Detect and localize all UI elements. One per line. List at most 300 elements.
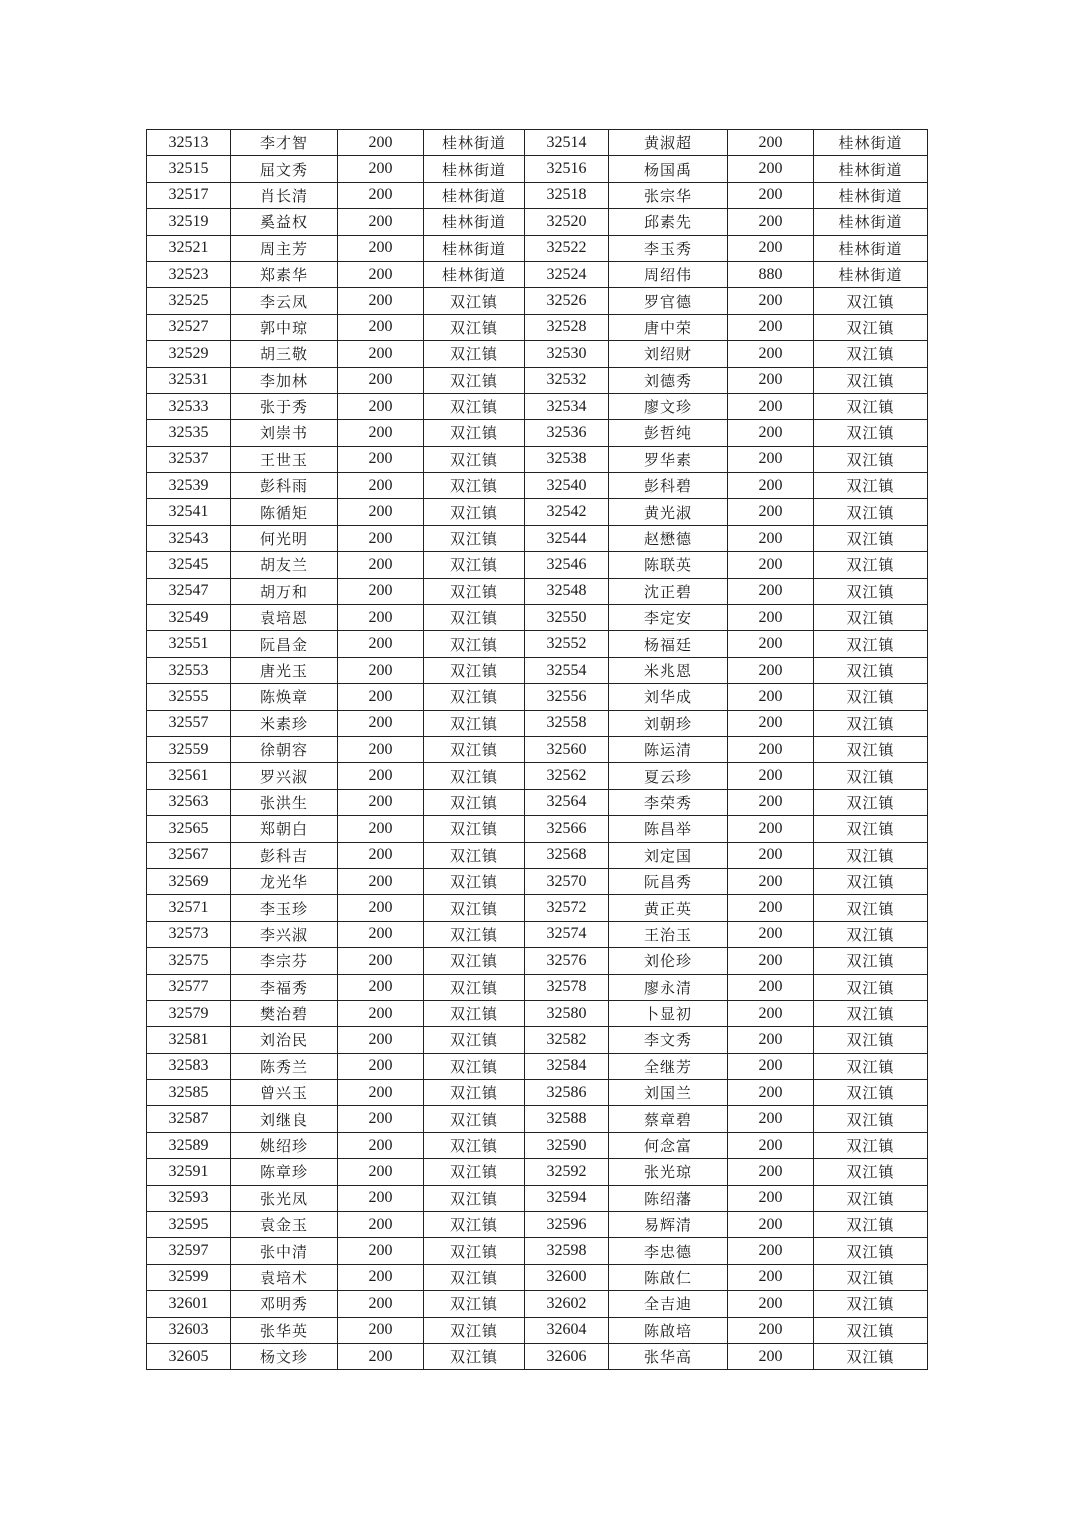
table-row (147, 182, 928, 208)
id-cell: 32577 (147, 974, 231, 1000)
id-cell: 32525 (147, 288, 231, 314)
id-cell: 32544 (525, 525, 609, 551)
amount-cell: 200 (338, 367, 424, 393)
name-cell: 刘华成 (609, 684, 728, 710)
amount-cell: 200 (338, 288, 424, 314)
amount-cell: 200 (338, 314, 424, 340)
name-cell: 袁培术 (231, 1264, 338, 1290)
table-row (147, 499, 928, 525)
name-cell: 胡万和 (231, 578, 338, 604)
name-cell: 曾兴玉 (231, 1080, 338, 1106)
name-cell: 姚绍珍 (231, 1132, 338, 1158)
id-cell: 32538 (525, 446, 609, 472)
town-cell: 双江镇 (814, 789, 928, 815)
amount-cell: 200 (728, 1159, 814, 1185)
name-cell: 郑朝白 (231, 816, 338, 842)
name-cell: 黄淑超 (609, 130, 728, 156)
amount-cell: 200 (728, 948, 814, 974)
amount-cell: 200 (338, 1000, 424, 1026)
name-cell: 王治玉 (609, 921, 728, 947)
name-cell: 李才智 (231, 130, 338, 156)
amount-cell: 200 (728, 1106, 814, 1132)
id-cell: 32530 (525, 341, 609, 367)
amount-cell: 200 (728, 974, 814, 1000)
id-cell: 32548 (525, 578, 609, 604)
id-cell: 32605 (147, 1343, 231, 1369)
town-cell: 双江镇 (814, 974, 928, 1000)
town-cell: 双江镇 (424, 420, 525, 446)
id-cell: 32568 (525, 842, 609, 868)
id-cell: 32561 (147, 763, 231, 789)
table-row (147, 1212, 928, 1238)
town-cell: 双江镇 (814, 605, 928, 631)
id-cell: 32524 (525, 261, 609, 287)
town-cell: 桂林街道 (424, 235, 525, 261)
table-row (147, 1264, 928, 1290)
id-cell: 32519 (147, 209, 231, 235)
town-cell: 双江镇 (424, 578, 525, 604)
name-cell: 罗官德 (609, 288, 728, 314)
amount-cell: 200 (338, 921, 424, 947)
amount-cell: 200 (338, 1291, 424, 1317)
amount-cell: 200 (338, 1185, 424, 1211)
name-cell: 全吉迪 (609, 1291, 728, 1317)
id-cell: 32589 (147, 1132, 231, 1158)
table-row (147, 684, 928, 710)
name-cell: 刘治民 (231, 1027, 338, 1053)
town-cell: 双江镇 (424, 842, 525, 868)
id-cell: 32570 (525, 868, 609, 894)
name-cell: 沈正碧 (609, 578, 728, 604)
town-cell: 双江镇 (814, 1185, 928, 1211)
table-row (147, 710, 928, 736)
table-row (147, 763, 928, 789)
amount-cell: 200 (338, 1106, 424, 1132)
amount-cell: 200 (338, 1343, 424, 1369)
table-row (147, 525, 928, 551)
town-cell: 双江镇 (424, 1027, 525, 1053)
name-cell: 何念富 (609, 1132, 728, 1158)
amount-cell: 200 (728, 816, 814, 842)
amount-cell: 200 (728, 288, 814, 314)
name-cell: 陈啟仁 (609, 1264, 728, 1290)
id-cell: 32528 (525, 314, 609, 340)
town-cell: 双江镇 (424, 868, 525, 894)
amount-cell: 200 (728, 1185, 814, 1211)
town-cell: 双江镇 (424, 1343, 525, 1369)
town-cell: 双江镇 (814, 842, 928, 868)
town-cell: 双江镇 (814, 631, 928, 657)
amount-cell: 200 (338, 895, 424, 921)
table-row (147, 1185, 928, 1211)
amount-cell: 200 (728, 736, 814, 762)
table-row (147, 261, 928, 287)
town-cell: 双江镇 (424, 314, 525, 340)
amount-cell: 200 (338, 525, 424, 551)
amount-cell: 200 (338, 1053, 424, 1079)
name-cell: 黄正英 (609, 895, 728, 921)
id-cell: 32559 (147, 736, 231, 762)
id-cell: 32591 (147, 1159, 231, 1185)
amount-cell: 200 (728, 1027, 814, 1053)
amount-cell: 200 (338, 631, 424, 657)
amount-cell: 200 (338, 1080, 424, 1106)
table-row (147, 1159, 928, 1185)
payment-list-table (146, 129, 928, 1370)
id-cell: 32552 (525, 631, 609, 657)
town-cell: 桂林街道 (424, 182, 525, 208)
amount-cell: 200 (338, 736, 424, 762)
town-cell: 双江镇 (424, 921, 525, 947)
amount-cell: 200 (338, 710, 424, 736)
name-cell: 李玉秀 (609, 235, 728, 261)
id-cell: 32518 (525, 182, 609, 208)
town-cell: 桂林街道 (424, 130, 525, 156)
table-row (147, 552, 928, 578)
name-cell: 李兴淑 (231, 921, 338, 947)
id-cell: 32550 (525, 605, 609, 631)
id-cell: 32582 (525, 1027, 609, 1053)
town-cell: 双江镇 (424, 1106, 525, 1132)
amount-cell: 200 (728, 314, 814, 340)
table-row (147, 1238, 928, 1264)
town-cell: 双江镇 (424, 499, 525, 525)
name-cell: 陈联英 (609, 552, 728, 578)
town-cell: 双江镇 (814, 816, 928, 842)
name-cell: 奚益权 (231, 209, 338, 235)
id-cell: 32600 (525, 1264, 609, 1290)
amount-cell: 200 (338, 948, 424, 974)
name-cell: 李加林 (231, 367, 338, 393)
town-cell: 双江镇 (814, 473, 928, 499)
town-cell: 双江镇 (814, 393, 928, 419)
name-cell: 唐光玉 (231, 657, 338, 683)
amount-cell: 200 (338, 763, 424, 789)
town-cell: 双江镇 (814, 1106, 928, 1132)
id-cell: 32580 (525, 1000, 609, 1026)
table-row (147, 473, 928, 499)
amount-cell: 200 (338, 1027, 424, 1053)
table-row (147, 235, 928, 261)
name-cell: 张洪生 (231, 789, 338, 815)
amount-cell: 200 (728, 1000, 814, 1026)
town-cell: 双江镇 (424, 710, 525, 736)
town-cell: 双江镇 (424, 631, 525, 657)
name-cell: 刘绍财 (609, 341, 728, 367)
table-row (147, 341, 928, 367)
id-cell: 32521 (147, 235, 231, 261)
town-cell: 桂林街道 (814, 156, 928, 182)
name-cell: 周主芳 (231, 235, 338, 261)
id-cell: 32531 (147, 367, 231, 393)
id-cell: 32557 (147, 710, 231, 736)
name-cell: 米素珍 (231, 710, 338, 736)
table-row (147, 578, 928, 604)
amount-cell: 200 (728, 552, 814, 578)
amount-cell: 200 (728, 1317, 814, 1343)
town-cell: 双江镇 (814, 314, 928, 340)
town-cell: 双江镇 (424, 393, 525, 419)
id-cell: 32549 (147, 605, 231, 631)
amount-cell: 200 (728, 684, 814, 710)
town-cell: 双江镇 (814, 868, 928, 894)
table-row (147, 1080, 928, 1106)
name-cell: 李定安 (609, 605, 728, 631)
amount-cell: 200 (338, 1159, 424, 1185)
id-cell: 32604 (525, 1317, 609, 1343)
amount-cell: 200 (338, 235, 424, 261)
town-cell: 双江镇 (424, 974, 525, 1000)
town-cell: 桂林街道 (814, 235, 928, 261)
name-cell: 胡三敬 (231, 341, 338, 367)
id-cell: 32520 (525, 209, 609, 235)
id-cell: 32547 (147, 578, 231, 604)
id-cell: 32554 (525, 657, 609, 683)
table-row (147, 842, 928, 868)
table-row (147, 631, 928, 657)
amount-cell: 200 (728, 710, 814, 736)
name-cell: 廖文珍 (609, 393, 728, 419)
table-row (147, 816, 928, 842)
table-row (147, 657, 928, 683)
id-cell: 32534 (525, 393, 609, 419)
amount-cell: 200 (338, 209, 424, 235)
name-cell: 刘定国 (609, 842, 728, 868)
amount-cell: 200 (728, 367, 814, 393)
name-cell: 郑素华 (231, 261, 338, 287)
id-cell: 32606 (525, 1343, 609, 1369)
amount-cell: 200 (338, 578, 424, 604)
name-cell: 彭科碧 (609, 473, 728, 499)
amount-cell: 200 (338, 499, 424, 525)
town-cell: 桂林街道 (814, 182, 928, 208)
name-cell: 张宗华 (609, 182, 728, 208)
id-cell: 32513 (147, 130, 231, 156)
name-cell: 彭科雨 (231, 473, 338, 499)
amount-cell: 200 (728, 420, 814, 446)
name-cell: 陈绍藩 (609, 1185, 728, 1211)
town-cell: 双江镇 (814, 1291, 928, 1317)
amount-cell: 200 (728, 842, 814, 868)
id-cell: 32571 (147, 895, 231, 921)
amount-cell: 200 (728, 393, 814, 419)
amount-cell: 200 (728, 1132, 814, 1158)
id-cell: 32587 (147, 1106, 231, 1132)
amount-cell: 200 (728, 1053, 814, 1079)
id-cell: 32585 (147, 1080, 231, 1106)
id-cell: 32567 (147, 842, 231, 868)
town-cell: 双江镇 (424, 1264, 525, 1290)
town-cell: 双江镇 (814, 763, 928, 789)
id-cell: 32598 (525, 1238, 609, 1264)
table-row (147, 314, 928, 340)
name-cell: 刘德秀 (609, 367, 728, 393)
town-cell: 双江镇 (814, 1238, 928, 1264)
name-cell: 杨国禹 (609, 156, 728, 182)
name-cell: 郭中琼 (231, 314, 338, 340)
town-cell: 双江镇 (814, 657, 928, 683)
id-cell: 32517 (147, 182, 231, 208)
id-cell: 32601 (147, 1291, 231, 1317)
amount-cell: 200 (338, 684, 424, 710)
name-cell: 袁金玉 (231, 1212, 338, 1238)
amount-cell: 200 (728, 156, 814, 182)
id-cell: 32553 (147, 657, 231, 683)
town-cell: 双江镇 (814, 446, 928, 472)
table-row (147, 1027, 928, 1053)
id-cell: 32562 (525, 763, 609, 789)
table-row (147, 868, 928, 894)
town-cell: 双江镇 (424, 341, 525, 367)
id-cell: 32558 (525, 710, 609, 736)
id-cell: 32595 (147, 1212, 231, 1238)
amount-cell: 200 (338, 657, 424, 683)
table-row (147, 367, 928, 393)
id-cell: 32588 (525, 1106, 609, 1132)
name-cell: 刘伦珍 (609, 948, 728, 974)
table-row (147, 420, 928, 446)
id-cell: 32586 (525, 1080, 609, 1106)
id-cell: 32602 (525, 1291, 609, 1317)
amount-cell: 200 (338, 156, 424, 182)
id-cell: 32578 (525, 974, 609, 1000)
town-cell: 双江镇 (814, 1000, 928, 1026)
town-cell: 双江镇 (814, 1317, 928, 1343)
town-cell: 双江镇 (814, 1343, 928, 1369)
amount-cell: 200 (338, 552, 424, 578)
name-cell: 全继芳 (609, 1053, 728, 1079)
name-cell: 屈文秀 (231, 156, 338, 182)
amount-cell: 200 (728, 1264, 814, 1290)
amount-cell: 200 (728, 473, 814, 499)
table-row (147, 736, 928, 762)
amount-cell: 200 (728, 789, 814, 815)
id-cell: 32537 (147, 446, 231, 472)
id-cell: 32576 (525, 948, 609, 974)
town-cell: 桂林街道 (424, 156, 525, 182)
amount-cell: 200 (728, 868, 814, 894)
id-cell: 32584 (525, 1053, 609, 1079)
town-cell: 双江镇 (424, 1317, 525, 1343)
table-row (147, 393, 928, 419)
town-cell: 双江镇 (814, 1080, 928, 1106)
id-cell: 32532 (525, 367, 609, 393)
name-cell: 张光凤 (231, 1185, 338, 1211)
amount-cell: 200 (338, 789, 424, 815)
table-row (147, 1053, 928, 1079)
name-cell: 陈啟培 (609, 1317, 728, 1343)
amount-cell: 200 (728, 182, 814, 208)
town-cell: 双江镇 (424, 948, 525, 974)
table-row (147, 605, 928, 631)
name-cell: 张于秀 (231, 393, 338, 419)
name-cell: 刘崇书 (231, 420, 338, 446)
table-row (147, 921, 928, 947)
amount-cell: 200 (728, 578, 814, 604)
name-cell: 彭哲纯 (609, 420, 728, 446)
name-cell: 李文秀 (609, 1027, 728, 1053)
amount-cell: 200 (728, 895, 814, 921)
id-cell: 32573 (147, 921, 231, 947)
id-cell: 32526 (525, 288, 609, 314)
town-cell: 双江镇 (424, 1132, 525, 1158)
id-cell: 32536 (525, 420, 609, 446)
town-cell: 双江镇 (814, 341, 928, 367)
town-cell: 双江镇 (814, 1027, 928, 1053)
amount-cell: 200 (728, 209, 814, 235)
amount-cell: 200 (338, 261, 424, 287)
town-cell: 双江镇 (424, 367, 525, 393)
amount-cell: 200 (728, 235, 814, 261)
town-cell: 双江镇 (814, 288, 928, 314)
town-cell: 桂林街道 (424, 209, 525, 235)
amount-cell: 200 (338, 1264, 424, 1290)
id-cell: 32603 (147, 1317, 231, 1343)
name-cell: 王世玉 (231, 446, 338, 472)
amount-cell: 200 (728, 1343, 814, 1369)
id-cell: 32590 (525, 1132, 609, 1158)
town-cell: 双江镇 (424, 525, 525, 551)
name-cell: 刘继良 (231, 1106, 338, 1132)
table-row (147, 446, 928, 472)
town-cell: 双江镇 (814, 578, 928, 604)
id-cell: 32564 (525, 789, 609, 815)
name-cell: 罗华素 (609, 446, 728, 472)
id-cell: 32565 (147, 816, 231, 842)
name-cell: 周绍伟 (609, 261, 728, 287)
id-cell: 32522 (525, 235, 609, 261)
town-cell: 双江镇 (424, 816, 525, 842)
table-row (147, 974, 928, 1000)
amount-cell: 200 (728, 499, 814, 525)
amount-cell: 880 (728, 261, 814, 287)
town-cell: 双江镇 (814, 1159, 928, 1185)
amount-cell: 200 (728, 341, 814, 367)
name-cell: 龙光华 (231, 868, 338, 894)
town-cell: 双江镇 (814, 420, 928, 446)
id-cell: 32593 (147, 1185, 231, 1211)
town-cell: 双江镇 (424, 552, 525, 578)
table-row (147, 288, 928, 314)
amount-cell: 200 (728, 1080, 814, 1106)
name-cell: 李宗芬 (231, 948, 338, 974)
town-cell: 双江镇 (424, 288, 525, 314)
amount-cell: 200 (338, 473, 424, 499)
town-cell: 双江镇 (424, 684, 525, 710)
id-cell: 32523 (147, 261, 231, 287)
amount-cell: 200 (338, 182, 424, 208)
town-cell: 双江镇 (424, 763, 525, 789)
name-cell: 张中清 (231, 1238, 338, 1264)
name-cell: 陈章珍 (231, 1159, 338, 1185)
id-cell: 32560 (525, 736, 609, 762)
town-cell: 双江镇 (814, 1053, 928, 1079)
amount-cell: 200 (728, 1238, 814, 1264)
name-cell: 张华高 (609, 1343, 728, 1369)
town-cell: 双江镇 (424, 1000, 525, 1026)
name-cell: 肖长清 (231, 182, 338, 208)
amount-cell: 200 (728, 446, 814, 472)
amount-cell: 200 (338, 842, 424, 868)
amount-cell: 200 (728, 525, 814, 551)
amount-cell: 200 (338, 1238, 424, 1264)
id-cell: 32533 (147, 393, 231, 419)
town-cell: 双江镇 (424, 789, 525, 815)
amount-cell: 200 (338, 868, 424, 894)
amount-cell: 200 (728, 1291, 814, 1317)
name-cell: 张光琼 (609, 1159, 728, 1185)
name-cell: 李玉珍 (231, 895, 338, 921)
